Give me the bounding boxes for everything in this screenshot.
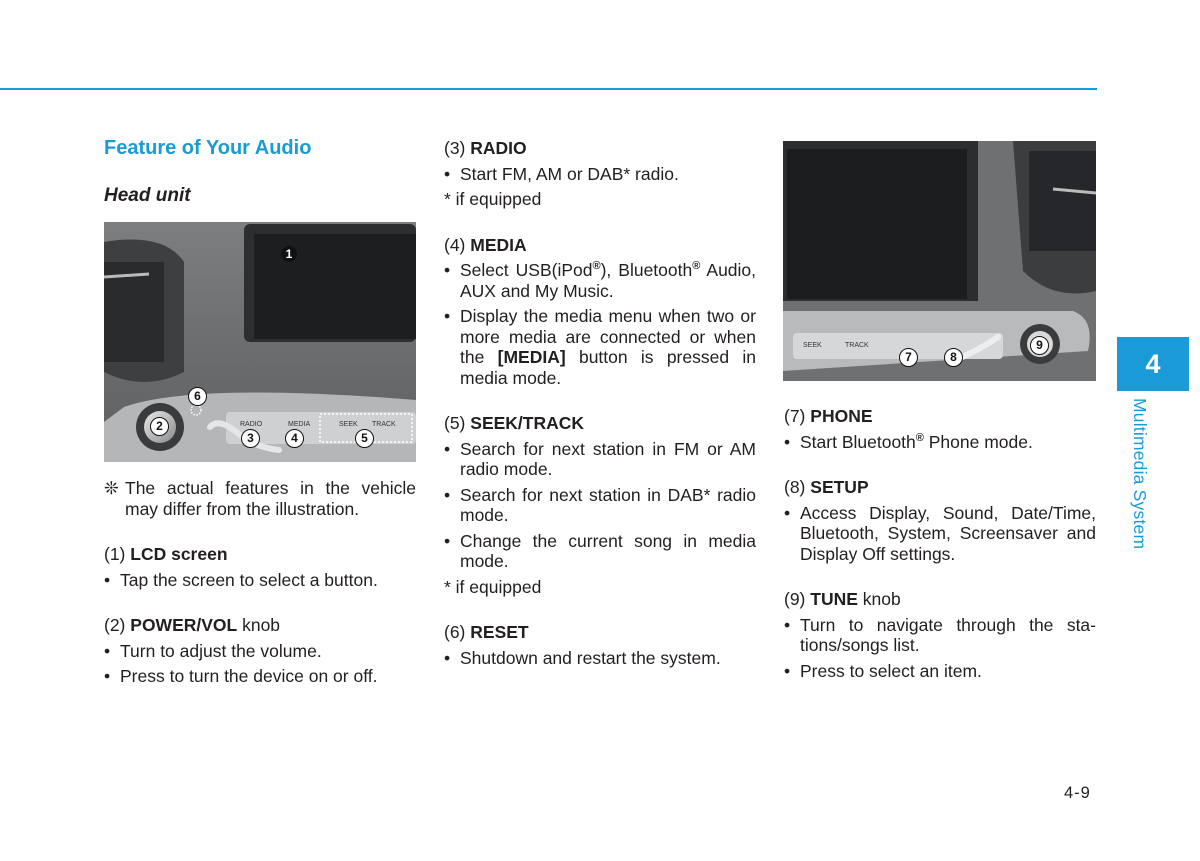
item-1-name: LCD screen bbox=[130, 544, 228, 564]
item-5-bullet-3: • Change the current song in media mode. bbox=[444, 531, 756, 572]
note-text: The actual features in the vehicle may differ from the illustration. bbox=[125, 478, 416, 519]
item-1-bullet: • Tap the screen to select a button. bbox=[104, 570, 416, 591]
item-2-bullet-2: • Press to turn the device on or off. bbox=[104, 666, 416, 687]
item-5-bullet-1: • Search for next station in FM or AM radio mode. bbox=[444, 439, 756, 480]
item-7-bullet bbox=[784, 432, 1096, 453]
item-7-number: (7) bbox=[784, 406, 806, 426]
item-3-footnote: * if equipped bbox=[444, 189, 542, 209]
item-6-heading bbox=[444, 622, 756, 643]
item-5-bullet-2: • Search for next station in DAB* radio mode. bbox=[444, 485, 756, 526]
item-2-name: POWER/VOL bbox=[130, 615, 238, 635]
item-4-bullet-2 bbox=[444, 306, 756, 388]
item-4-name: MEDIA bbox=[470, 234, 527, 255]
item-1-number: (1) bbox=[104, 544, 126, 564]
item-4-bullet-2-part-a: Display the media menu when two or more media are connected or when the bbox=[460, 306, 756, 367]
registered-mark: ® bbox=[692, 260, 701, 272]
item-1-heading bbox=[104, 544, 416, 565]
item-2-number: (2) bbox=[104, 615, 126, 635]
item-9-heading bbox=[784, 589, 1096, 610]
item-4-number: (4) bbox=[444, 234, 466, 255]
item-8-name: SETUP bbox=[810, 477, 869, 497]
item-9-suffix: knob bbox=[857, 589, 901, 609]
item-4-bullet-2-part-b: button is pressed in media mode. bbox=[460, 347, 756, 388]
note-mark: ❊ bbox=[104, 478, 119, 498]
registered-mark: ® bbox=[915, 431, 924, 444]
panel-label-radio: RADIO bbox=[240, 421, 263, 428]
callout-2: 2 bbox=[150, 417, 169, 436]
item-8-number: (8) bbox=[784, 477, 806, 497]
item-5-name: SEEK/TRACK bbox=[470, 413, 585, 433]
column-1-body bbox=[104, 478, 416, 687]
column-2 bbox=[444, 138, 756, 668]
item-5-number: (5) bbox=[444, 413, 466, 433]
item-2-heading bbox=[104, 615, 416, 636]
control-panel-drawing bbox=[783, 141, 1096, 381]
item-4-bullet-1-part-a: Select USB(iPod bbox=[460, 260, 593, 280]
item-9-bullet-1: • Turn to navigate through the sta-tions/songs list. bbox=[784, 615, 1096, 656]
item-3-bullet: • Start FM, AM or DAB* radio. bbox=[444, 164, 756, 185]
callout-3: 3 bbox=[241, 429, 260, 448]
callout-8: 8 bbox=[944, 348, 963, 367]
callout-6: 6 bbox=[188, 387, 207, 406]
page-number: 4-9 bbox=[1064, 784, 1091, 802]
item-2-bullet-1: • Turn to adjust the volume. bbox=[104, 641, 416, 662]
column-3 bbox=[784, 406, 1096, 681]
head-unit-illustration bbox=[104, 222, 416, 462]
control-panel-illustration bbox=[783, 141, 1096, 381]
item-9-number: (9) bbox=[784, 589, 806, 609]
item-7-name: PHONE bbox=[810, 406, 873, 426]
item-6-number: (6) bbox=[444, 622, 466, 642]
item-7-heading bbox=[784, 406, 1096, 427]
panel-label-media: MEDIA bbox=[288, 421, 311, 428]
item-8-bullet: • Access Display, Sound, Date/Time, Bluetooth, System, Screensaver and Display Off settings. bbox=[784, 503, 1096, 565]
item-6-bullet: • Shutdown and restart the system. bbox=[444, 648, 756, 669]
subsection-title: Head unit bbox=[104, 184, 191, 206]
callout-5: 5 bbox=[355, 429, 374, 448]
item-4-heading bbox=[444, 235, 756, 256]
callout-7: 7 bbox=[899, 348, 918, 367]
item-6-name: RESET bbox=[470, 622, 529, 642]
registered-mark: ® bbox=[592, 260, 601, 272]
callout-9: 9 bbox=[1030, 336, 1049, 355]
chapter-tab: 4 bbox=[1117, 337, 1189, 391]
item-4-bullet-1-part-b: ), Bluetooth bbox=[600, 260, 693, 280]
item-4-bullet-1-part-c: Audio, AUX and My Music. bbox=[460, 260, 757, 301]
item-7-bullet-part-a: Start Bluetooth bbox=[800, 431, 916, 452]
item-9-bullet-2: • Press to select an item. bbox=[784, 661, 1096, 682]
illustration-note bbox=[104, 478, 416, 519]
item-9-name: TUNE bbox=[810, 589, 858, 609]
item-7-bullet-part-b: Phone mode. bbox=[923, 431, 1033, 452]
item-5-footnote: * if equipped bbox=[444, 576, 542, 597]
header-rule bbox=[0, 88, 1097, 90]
item-3-name: RADIO bbox=[470, 138, 527, 158]
panel-label-track: TRACK bbox=[372, 421, 396, 428]
section-title: Feature of Your Audio bbox=[104, 137, 312, 159]
media-key-label: [MEDIA] bbox=[497, 347, 566, 367]
callout-1: 1 bbox=[281, 246, 297, 262]
column-1 bbox=[104, 138, 416, 206]
callout-4: 4 bbox=[285, 429, 304, 448]
item-4-bullet-1 bbox=[444, 260, 756, 301]
panel-label-seek: SEEK bbox=[339, 421, 358, 428]
item-3-number: (3) bbox=[444, 138, 466, 158]
item-5-heading bbox=[444, 413, 756, 434]
item-2-suffix: knob bbox=[237, 615, 281, 635]
item-3-heading bbox=[444, 138, 756, 159]
chapter-title: Multimedia System bbox=[1130, 398, 1150, 550]
panel-label-seek-2: SEEK bbox=[803, 342, 822, 349]
item-8-heading bbox=[784, 477, 1096, 498]
panel-label-track-2: TRACK bbox=[845, 342, 869, 349]
